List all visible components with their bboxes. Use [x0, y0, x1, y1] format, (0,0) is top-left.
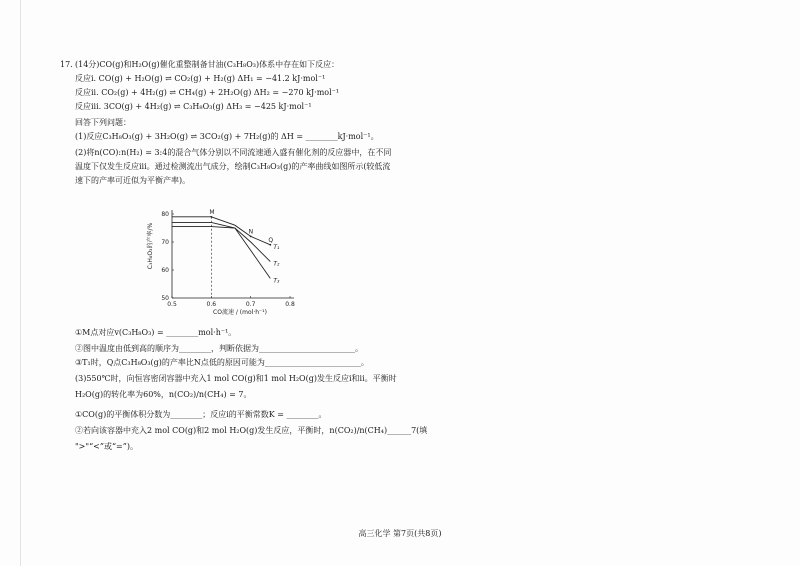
series-label-3: T₃ — [273, 277, 280, 285]
x-tick-label: 0.7 — [245, 301, 256, 308]
point-label-q: Q — [268, 236, 274, 244]
part-2-q3: ③T₁时，Q点C₃H₈O₃(g)的产率比N点低的原因可能为________________________。 — [75, 358, 369, 367]
series-label-2: T₂ — [273, 260, 280, 268]
question-number: 17. — [60, 60, 73, 69]
page-footer: 高三化学 第7页(共8页) — [358, 529, 442, 538]
part-2-line-3: 速下的产率可近似为平衡产率)。 — [75, 176, 191, 185]
yield-chart — [140, 200, 310, 320]
reaction-3: 反应iii. 3CO(g) + 4H₂(g) ⇌ C₃H₈O₃(g) ΔH₃ = −425 kJ·mol⁻¹ — [75, 102, 312, 111]
part-3-line-2: H₂O(g)的转化率为60%，n(CO₂)/n(CH₄) = 7。 — [75, 390, 252, 399]
part-3-line-1: (3)550℃时，向恒容密闭容器中充入1 mol CO(g)和1 mol H₂O(g)发生反应i和ii。平衡时 — [75, 374, 397, 383]
x-tick-label: 0.8 — [285, 301, 295, 308]
point-label-m: M — [209, 208, 215, 216]
y-tick-label: 50 — [161, 295, 169, 302]
part-2-q1: ①M点对应v(C₃H₈O₃) = ________mol·h⁻¹。 — [75, 328, 237, 337]
point-q — [269, 244, 271, 246]
x-tick-label: 0.5 — [167, 301, 177, 308]
series-label-1: T₁ — [273, 243, 280, 251]
point-m — [210, 216, 212, 218]
y-tick-label: 80 — [161, 211, 169, 218]
plot-area — [161, 209, 295, 308]
series-line-3 — [172, 227, 270, 279]
reaction-2: 反应ii. CO₂(g) + 4H₂(g) ⇌ CH₄(g) + 2H₂O(g) ΔH₂ = −270 kJ·mol⁻¹ — [75, 88, 340, 97]
x-tick-label: 0.6 — [206, 301, 217, 308]
part-3-q2-options: ">"“<”或“=”)。 — [75, 442, 138, 451]
point-n — [250, 236, 252, 238]
reaction-1: 反应i. CO(g) + H₂O(g) ⇌ CO₂(g) + H₂(g) ΔH₁ = −41.2 kJ·mol⁻¹ — [75, 74, 326, 83]
part-2-q2: ②图中温度由低到高的顺序为________，判断依据为________________________。 — [75, 344, 363, 353]
series-line-1 — [172, 217, 270, 245]
part-3-q2: ②若向该容器中充入2 mol CO(g)和2 mol H₂O(g)发生反应，平衡时，n(CO₂)/n(CH₄)______7(填 — [75, 426, 428, 435]
y-tick-label: 70 — [161, 239, 169, 246]
question-intro: (14分)CO(g)和H₂O(g)催化重整制备甘油(C₃H₈O₃)体系中存在如下反应： — [75, 60, 340, 69]
x-axis-label: CO流速 / (mol·h⁻¹) — [213, 309, 267, 316]
series-line-2 — [172, 222, 270, 261]
part-1: (1)反应C₃H₈O₃(g) + 3H₂O(g) ⇌ 3CO₂(g) + 7H₂(g)的 ΔH = ________kJ·mol⁻¹。 — [75, 132, 379, 141]
part-3-q1: ①CO(g)的平衡体积分数为________；反应i的平衡常数K = ________。 — [75, 410, 327, 419]
point-label-n: N — [248, 228, 254, 236]
answer-prompt: 回答下列问题： — [75, 118, 131, 127]
page-edge — [20, 0, 21, 566]
y-axis-label: C₃H₈O₃的产率/% — [147, 222, 154, 270]
part-2-line-1: (2)将n(CO):n(H₂) = 3:4的混合气体分别以不同流速通入盛有催化剂的反应器中，在不同 — [75, 148, 392, 157]
y-tick-label: 60 — [161, 267, 169, 274]
part-2-line-2: 温度下仅发生反应iii。通过检测流出气成分，绘制C₃H₈O₃(g)的产率曲线如图所示(较低流 — [75, 162, 391, 171]
